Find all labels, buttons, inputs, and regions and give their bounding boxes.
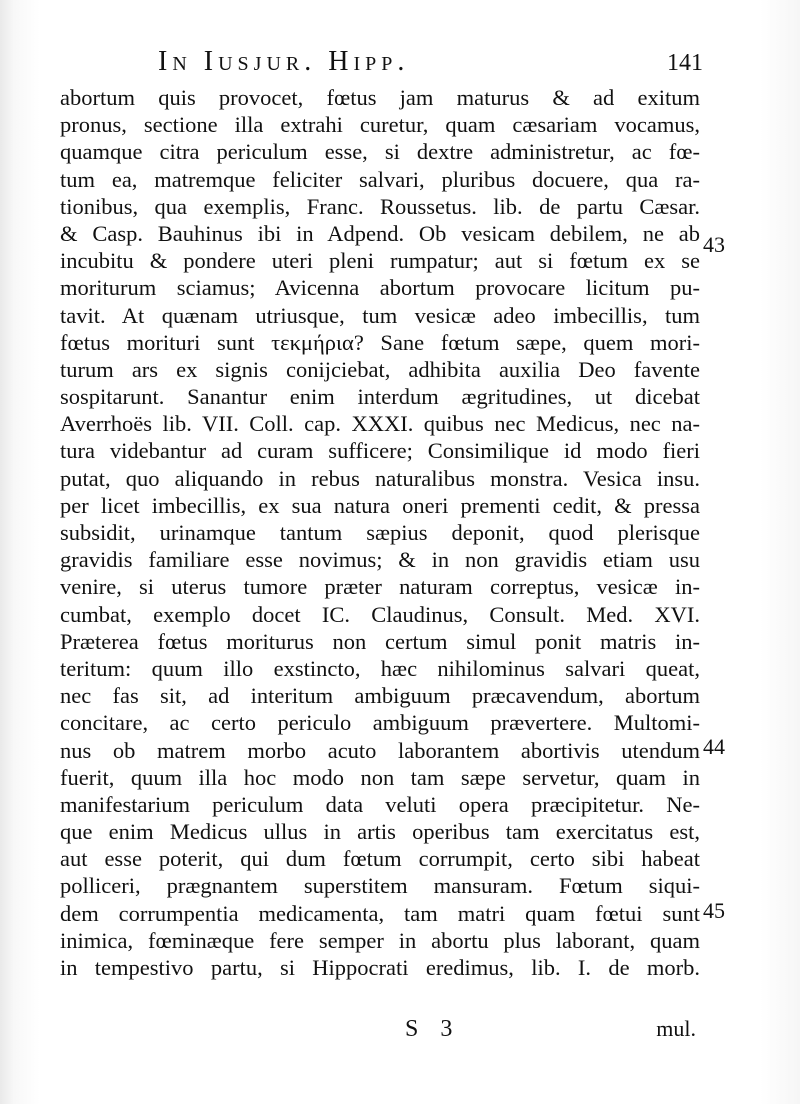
text-line: tura videbantur ad curam sufficere; Consimilique id modo fieri [60,438,700,464]
text-line: polliceri, prægnantem superstitem mansuram. Fœtum siqui- [60,873,700,899]
page-number: 141 [667,50,703,76]
text-line: dem corrumpentia medicamenta, tam matri quam fœtui sunt [60,900,700,926]
page-footer [60,1016,700,1046]
marginal-number: 44 [703,734,725,759]
marginal-number: 45 [703,898,725,923]
text-line: que enim Medicus ullus in artis operibus tam exercitatus est, [60,819,700,845]
text-line: tavit. At quænam utriusque, tum vesicæ adeo imbecillis, tum [60,302,700,328]
text-line: fœtus morituri sunt τεκμήρια? Sane fœtum sæpe, quem mori- [60,329,700,355]
text-line: aut esse poterit, qui dum fœtum corrumpit, certo sibi habeat [60,846,700,872]
running-head: In Iusjur. Hipp. [158,46,410,77]
text-line: tionibus, qua exemplis, Franc. Roussetus. lib. de partu Cæsar. [60,193,700,219]
text-line: nus ob matrem morbo acuto laborantem abortivis utendum [60,737,700,763]
text-line: sospitarunt. Sanantur enim interdum ægritudines, ut dicebat [60,384,700,410]
text-line: in tempestivo partu, si Hippocrati eredimus, lib. I. de morb. [60,955,700,980]
text-line: turum ars ex signis conijciebat, adhibita auxilia Deo favente [60,356,700,382]
text-line: nec fas sit, ad interitum ambiguum præcavendum, abortum [60,683,700,709]
text-line: cumbat, exemplo docet IC. Claudinus, Consult. Med. XVI. [60,601,700,627]
text-line: Averrhoës lib. VII. Coll. cap. XXXI. quibus nec Medicus, nec na- [60,411,700,437]
text-line: putat, quo aliquando in rebus naturalibus monstra. Vesica insu. [60,465,700,491]
text-line: per licet imbecillis, ex sua natura oneri prementi cedit, & pressa [60,492,700,518]
text-line: pronus, sectione illa extrahi curetur, quam cæsariam vocamus, [60,112,700,138]
page-header [158,46,703,86]
text-line: & Casp. Bauhinus ibi in Adpend. Ob vesicam debilem, ne ab [60,220,700,246]
text-line: quamque citra periculum esse, si dextre administretur, ac fœ- [60,139,700,165]
signature-mark: S 3 [405,1016,461,1042]
text-line: subsidit, urinamque tantum sæpius deponit, quod plerisque [60,520,700,545]
text-line: moriturum sciamus; Avicenna abortum provocare licitum pu- [60,275,700,301]
marginal-number: 43 [703,232,725,257]
text-line: tum ea, matremque feliciter salvari, pluribus docuere, qua ra- [60,166,700,192]
body-text [60,84,700,981]
text-line: gravidis familiare esse novimus; & in non gravidis etiam usu [60,547,700,573]
text-line: abortum quis provocet, fœtus jam maturus & ad exitum [60,85,700,110]
text-line: venire, si uterus tumore præter naturam correptus, vesicæ in- [60,574,700,600]
text-line: manifestarium periculum data veluti opera præcipitetur. Ne- [60,791,700,817]
text-line: fuerit, quum illa hoc modo non tam sæpe servetur, quam in [60,764,700,790]
text-line: inimica, fœminæque fere semper in abortu plus laborant, quam [60,927,700,953]
text-line: concitare, ac certo periculo ambiguum prævertere. Multomi- [60,710,700,736]
text-line: incubitu & pondere uteri pleni rumpatur; aut si fœtum ex se [60,248,700,274]
catchword: mul. [656,1016,696,1041]
text-line: teritum: quum illo exstincto, hæc nihilominus salvari queat, [60,655,700,681]
text-line: Præterea fœtus moriturus non certum simul ponit matris in- [60,628,700,654]
